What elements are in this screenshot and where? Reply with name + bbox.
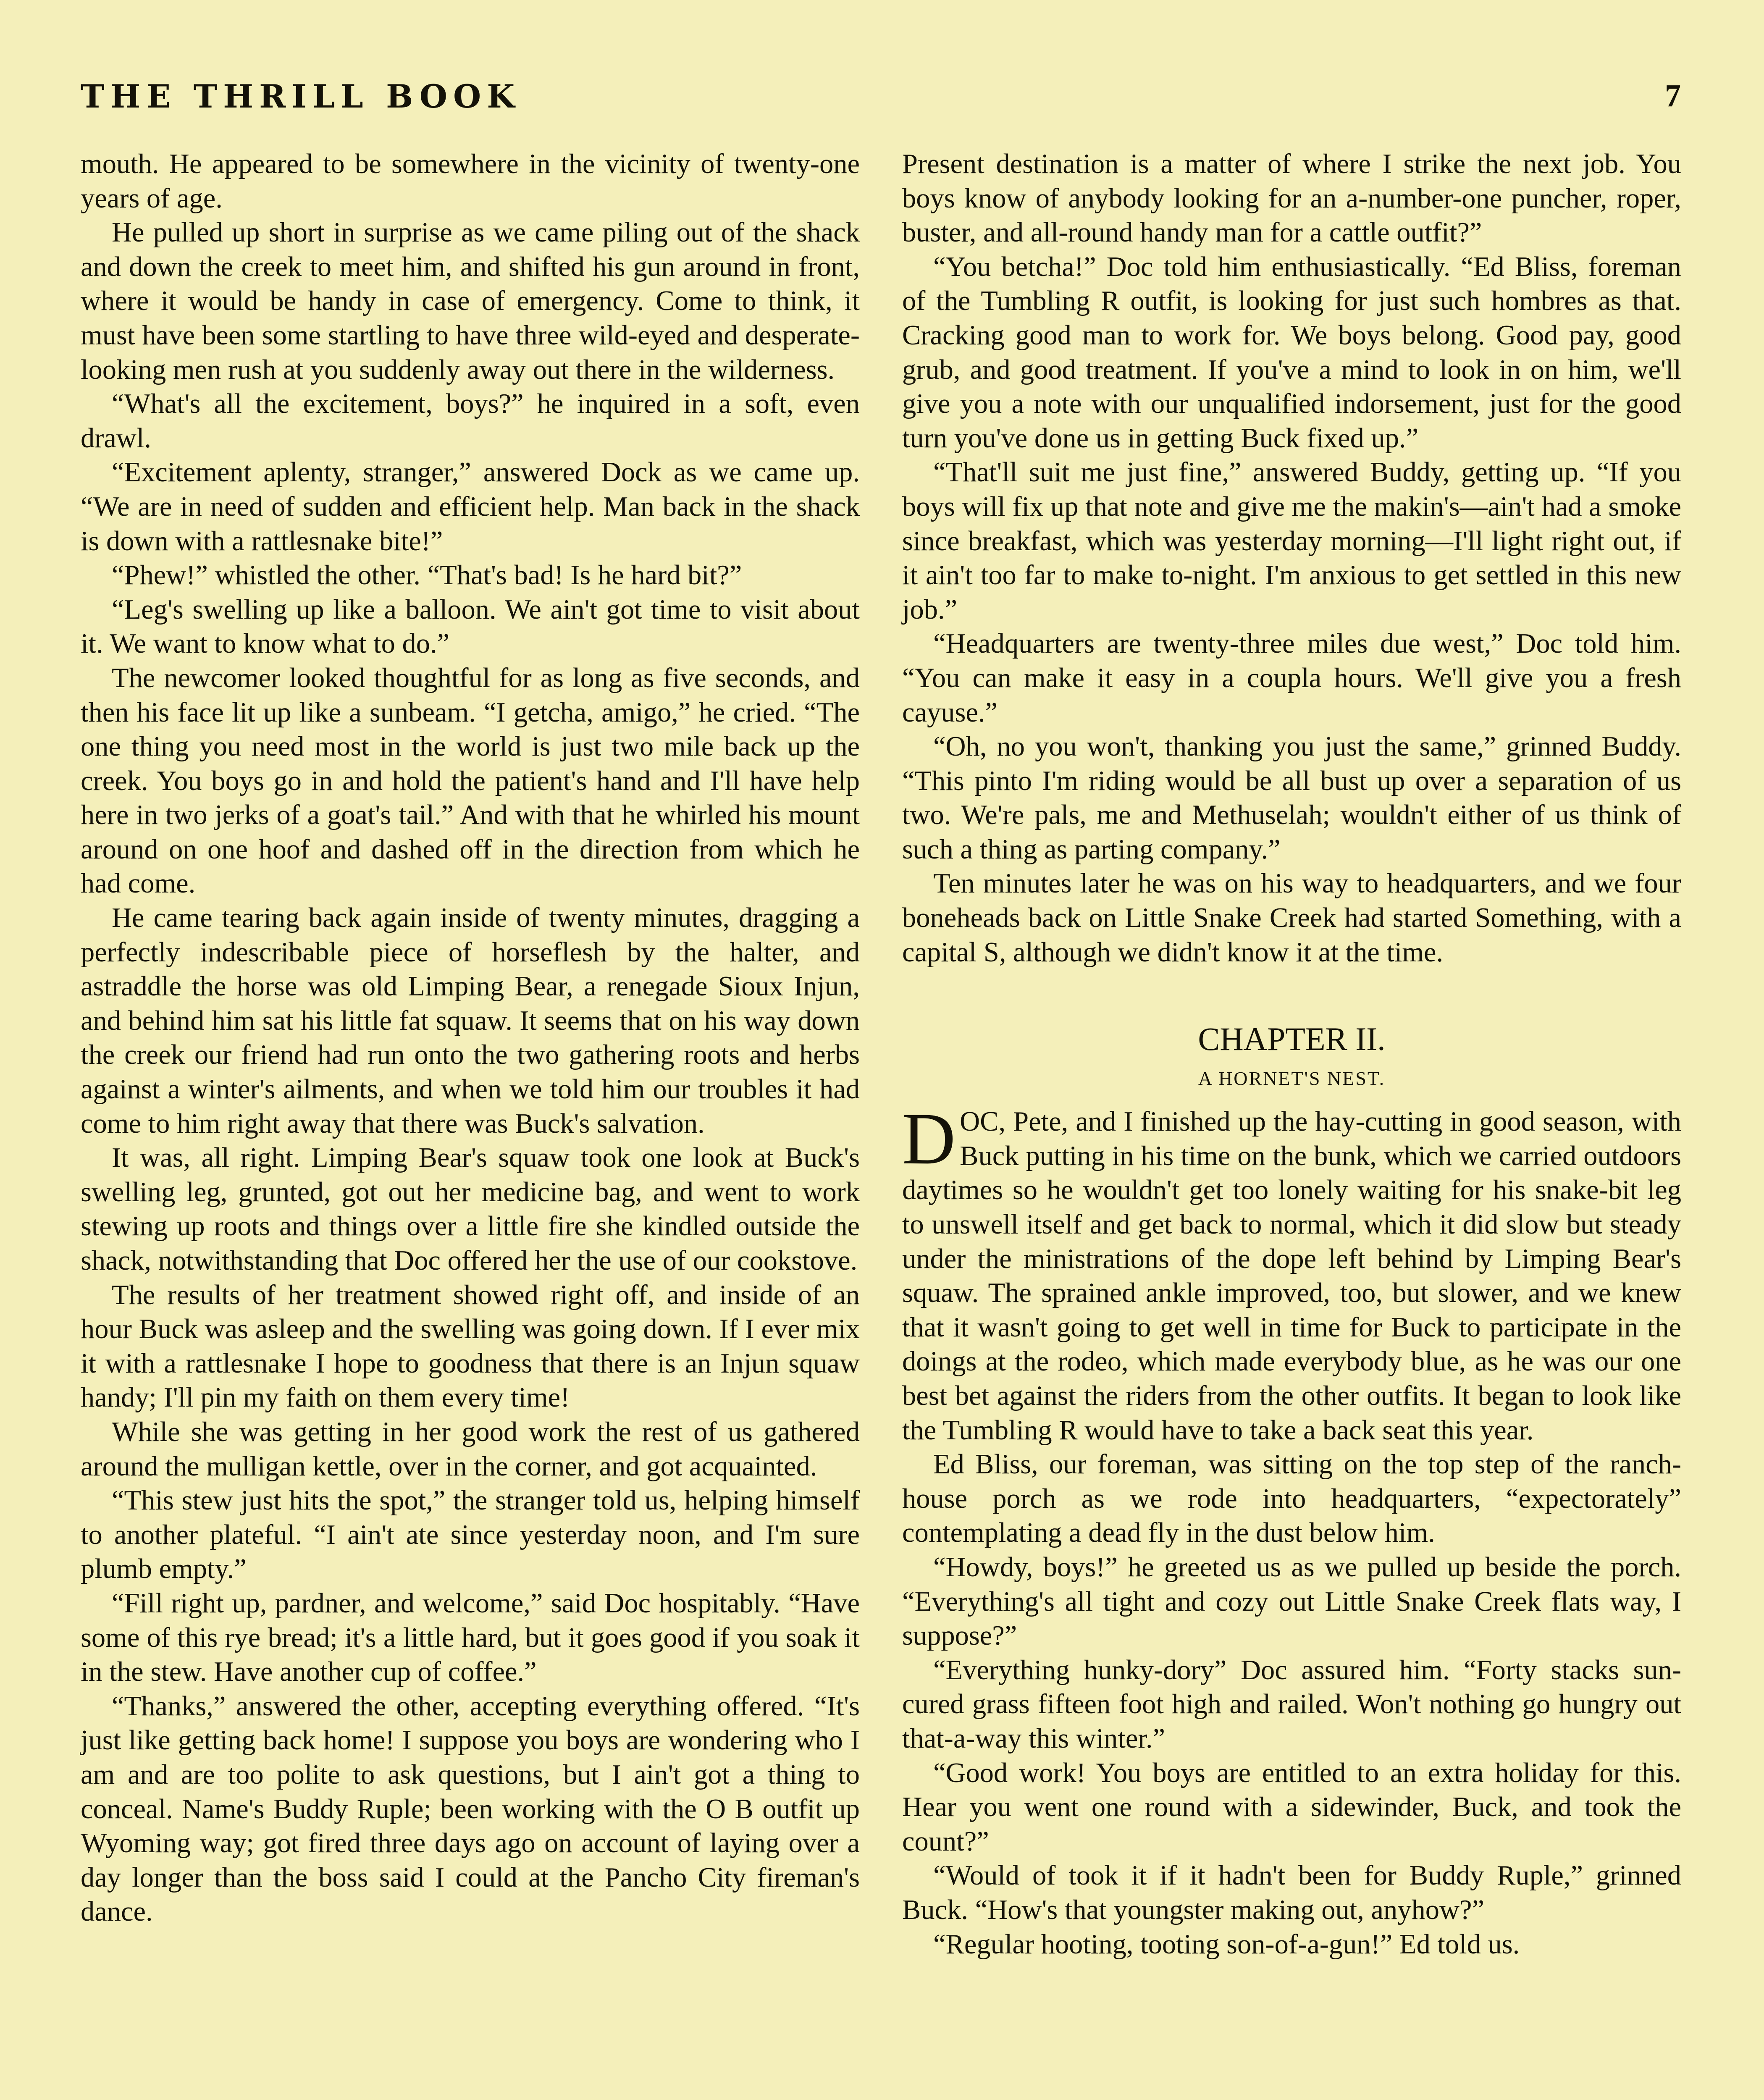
paragraph: “Howdy, boys!” he greeted us as we pulled up beside the porch. “Everything's all tight and cozy out Little Snake Creek flats way, I suppose?” <box>902 1551 1681 1651</box>
paragraph: “You betcha!” Doc told him enthusiastically. “Ed Bliss, foreman of the Tumbling R outfit, is looking for just such hombres as that. Cracking good man to work for. We boys belong. Good pay, good grub, and good treatment. If you've a mind to look in on him, we'll give you a note with our unqualified indorsement, just for the good turn you've done us in getting Buck fixed up.” <box>902 251 1681 454</box>
paragraph: The results of her treatment showed right off, and inside of an hour Buck was asleep and the swelling was going down. If I ever mix it with a rattlesnake I hope to goodness that there is an Injun squaw handy; I'll pin my faith on them every time! <box>81 1279 860 1413</box>
paragraph: “That'll suit me just fine,” answered Buddy, getting up. “If you boys will fix up that note and give me the makin's—ain't had a smoke since breakfast, which was yesterday morning—I'll light right out, if it ain't too far to make to-night. I'm anxious to get settled in this new job.” <box>902 457 1681 625</box>
paragraph: “Oh, no you won't, thanking you just the same,” grinned Buddy. “This pinto I'm riding would be all bust up over a separation of us two. We're pals, me and Methuselah; wouldn't either of us think of such a thing as parting company.” <box>902 731 1681 865</box>
paragraph: Ten minutes later he was on his way to headquarters, and we four boneheads back on Little Snake Creek had started Something, with a capital S, although we didn't know it at the time. <box>902 868 1681 968</box>
paragraph: Present destination is a matter of where I strike the next job. You boys know of anybody looking for an a-number-one puncher, roper, buster, and all-round handy man for a cattle outfit?” <box>902 149 1681 248</box>
paragraph: “Would of took it if it hadn't been for Buddy Ruple,” grinned Buck. “How's that youngster making out, anyhow?” <box>902 1860 1681 1925</box>
paragraph: He pulled up short in surprise as we came piling out of the shack and down the creek to meet him, and shifted his gun around in front, where it would be handy in case of emergency. Come to think, it must have been some startling to have three wild-eyed and desperate-looking men rush at you suddenly away out there in the wilderness. <box>81 217 860 385</box>
paragraph: “Headquarters are twenty-three miles due west,” Doc told him. “You can make it easy in a coupla hours. We'll give you a fresh cayuse.” <box>902 628 1681 728</box>
magazine-title: THE THRILL BOOK <box>81 78 521 115</box>
right-column <box>902 147 1681 1961</box>
paragraph: “What's all the excitement, boys?” he inquired in a soft, even drawl. <box>81 388 860 454</box>
paragraph: “Leg's swelling up like a balloon. We ain't got time to visit about it. We want to know what to do.” <box>81 594 860 659</box>
drop-cap: D <box>902 1098 956 1180</box>
paragraph: Ed Bliss, our foreman, was sitting on the top step of the ranch-house porch as we rode into headquarters, “expectorately” contemplating a dead fly in the dust below him. <box>902 1449 1681 1549</box>
left-column <box>81 147 860 1929</box>
paragraph: “Regular hooting, tooting son-of-a-gun!” Ed told us. <box>933 1929 1520 1960</box>
paragraph: “Fill right up, pardner, and welcome,” said Doc hospitably. “Have some of this rye bread; it's a little hard, but it goes good if you soak it in the stew. Have another cup of coffee.” <box>81 1588 860 1688</box>
paragraph: mouth. He appeared to be somewhere in the vicinity of twenty-one years of age. <box>81 149 860 214</box>
page-number: 7 <box>1665 78 1681 113</box>
paragraph: “This stew just hits the spot,” the stranger told us, helping himself to another plateful. “I ain't ate since yesterday noon, and I'm sure plumb empty.” <box>81 1485 860 1585</box>
paragraph: It was, all right. Limping Bear's squaw took one look at Buck's swelling leg, grunted, got out her medicine bag, and went to work stewing up roots and things over a little fire she kindled outside the shack, notwithstanding that Doc offered her the use of our cookstove. <box>81 1142 860 1276</box>
chapter-heading: CHAPTER II. <box>1198 1021 1386 1058</box>
paragraph: “Good work! You boys are entitled to an extra holiday for this. Hear you went one round with a sidewinder, Buck, and took the count?” <box>902 1757 1681 1857</box>
paragraph: “Everything hunky-dory” Doc assured him. “Forty stacks sun-cured grass fifteen foot high and railed. Won't nothing go hungry out that-a-way this winter.” <box>902 1654 1681 1754</box>
paragraph: He came tearing back again inside of twenty minutes, dragging a perfectly indescribable piece of horseflesh by the halter, and astraddle the horse was old Limping Bear, a renegade Sioux Injun, and behind him sat his little fat squaw. It seems that on his way down the creek our friend had run onto the two gathering roots and herbs against a winter's ailments, and when we told him our troubles it had come to him right away that there was Buck's salvation. <box>81 903 860 1139</box>
running-head <box>81 78 1681 124</box>
paragraph: “Excitement aplenty, stranger,” answered Dock as we came up. “We are in need of sudden and efficient help. Man back in the shack is down with a rattlesnake bite!” <box>81 457 860 556</box>
paragraph: While she was getting in her good work the rest of us gathered around the mulligan kettle, over in the corner, and got acquainted. <box>81 1416 860 1482</box>
paragraph: “Phew!” whistled the other. “That's bad! Is he hard bit?” <box>112 560 742 591</box>
chapter-opening-paragraph <box>902 1098 1681 1447</box>
paragraph: “Thanks,” answered the other, accepting everything offered. “It's just like getting back home! I suppose you boys are wondering who I am and are too polite to ask questions, but I ain't got a thing to conceal. Name's Buddy Ruple; been working with the O B outfit up Wyoming way; got fired three days ago on account of laying over a day longer than the boss said I could at the Pancho City fireman's dance. <box>81 1690 860 1927</box>
chapter-subtitle: A HORNET'S NEST. <box>1198 1068 1386 1089</box>
paragraph: The newcomer looked thoughtful for as long as five seconds, and then his face lit up like a sunbeam. “I getcha, amigo,” he cried. “The one thing you need most in the world is just two mile back up the creek. You boys go in and hold the patient's hand and I'll have help here in two jerks of a goat's tail.” And with that he whirled his mount around on one hoof and dashed off in the direction from which he had come. <box>81 662 860 899</box>
chapter-opening-text: OC, Pete, and I finished up the hay-cutting in good season, with Buck putting in his time on the bunk, which we carried outdoors daytimes so he wouldn't get too lonely waiting for his snake-bit leg to unswell itself and get back to normal, which it did slow but steady under the ministrations of the dope left behind by Limping Bear's squaw. The sprained ankle improved, too, but slower, and we knew that it wasn't going to get well in time for Buck to participate in the doings at the rodeo, which made everybody blue, as he was our one best bet against the riders from the other outfits. It began to look like the Tumbling R would have to take a back seat this year. <box>902 1106 1681 1446</box>
